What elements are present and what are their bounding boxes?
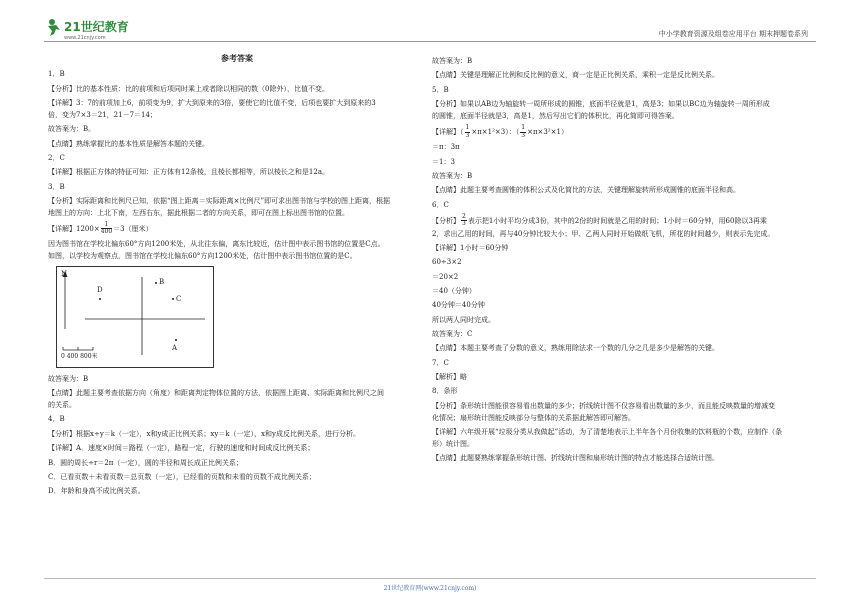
q3-analysis-1: 【分析】实际距离和比例尺已知，依据“图上距离＝实际距离×比例尺”即可求出图书馆与学校的图上距离，根据 xyxy=(48,196,391,205)
q4-option-d: D．年龄和身高不成比例关系。 xyxy=(48,487,145,496)
q4-tip: 【点睛】关键是理解正比例和反比例的意义，商一定是正比例关系，乘积一定是反比例关系。 xyxy=(432,71,719,80)
q3-answer: 3．B xyxy=(48,182,65,191)
q5-answer: 5．B xyxy=(432,85,449,94)
q3-detail-b: ＝3（厘米） xyxy=(113,224,153,233)
header-divider xyxy=(44,41,816,42)
q3-tip-1: 【点睛】此题主要考查依据方向（角度）和距离判定物体位置的方法，依据图上距离、实际距离和比例尺之间 xyxy=(48,389,384,398)
q4-answer: 4．B xyxy=(48,415,65,424)
q6-analysis xyxy=(432,214,810,228)
q5-fraction-1: $\frac{1}{3}$ xyxy=(465,124,470,139)
q5-detail-b: ×π×1²×3）：（ xyxy=(471,128,520,137)
q3-fraction: $\frac{1}{400}$ xyxy=(100,221,113,236)
q3-text-2: 如图，以学校为观察点，图书馆在学校北偏东60°方向1200米处，估计图中表示图书馆位置的是C。 xyxy=(48,252,357,261)
q3-conclusion: 故答案为：B xyxy=(48,374,89,383)
q3-analysis-2: 地图上的方向：上北下南，左西右东，据此根据二者的方向关系，即可在图上标出图书馆的位置。 xyxy=(48,208,349,217)
logo-subtext: www.21cnjy.com xyxy=(64,35,106,41)
q8-analysis-2: 化情况；扇形统计图能反映部分与整体的关系据此解答即可解答。 xyxy=(432,413,635,422)
q5-step-3: ＝1：3 xyxy=(432,157,455,166)
logo-text: 21世纪教育 xyxy=(64,20,129,34)
point-d-label: D xyxy=(97,285,103,294)
q5-fraction-2: $\frac{1}{3}$ xyxy=(521,124,526,139)
q3-detail xyxy=(48,222,426,236)
q3-tip-2: 的关系。 xyxy=(48,401,76,410)
left-column xyxy=(48,52,426,501)
q8-detail-2: 形）统计图。 xyxy=(432,439,474,448)
q5-conclusion: 故答案为：B xyxy=(432,172,473,180)
q6-analysis-b: 表示把1小时平均分成3份，其中的2份的时间就是乙用的时间；1小时＝60分钟，用60除以3再乘 xyxy=(467,216,767,225)
q8-tip: 【点睛】此题要熟练掌握条形统计图、折线统计图和扇形统计图的特点才能选择合适统计图。 xyxy=(432,454,719,463)
q5-step-2: ＝π：3π xyxy=(432,143,460,152)
q6-step-4: 40分钟＝40分钟 xyxy=(432,301,485,310)
q6-analysis-a: 【分析】 xyxy=(432,216,460,225)
q7-answer: 7．C xyxy=(432,358,449,367)
q5-analysis-2: 的圆锥，底面半径就是3，高是1，然后写出它们的体积比，再化简即可得答案。 xyxy=(432,111,679,120)
q5-detail-a: 【详解】（ xyxy=(432,128,464,137)
q7-explanation: 【解析】略 xyxy=(432,373,467,382)
q1-conclusion: 故答案为：B。 xyxy=(48,125,96,134)
q4-option-c: C．已看页数＋未看页数＝总页数（一定），已经看的页数和未看的页数不成比例关系； xyxy=(48,472,316,481)
site-logo xyxy=(44,16,134,42)
q4-conclusion: 故答案为：B xyxy=(432,57,473,65)
q8-answer: 8．条形 xyxy=(432,387,458,396)
point-a-label: A xyxy=(172,343,178,352)
q8-analysis-1: 【分析】条形统计图能很容易看出数量的多少；折线统计图不仅容易看出数量的多少，而且能反映数量的增减变 xyxy=(432,401,775,410)
q2-detail: 【详解】根据正方体的特征可知：正方体有12条棱，且棱长都相等，所以棱长之和是12a。 xyxy=(48,168,329,177)
q5-tip: 【点睛】此题主要考查圆锥的体积公式及化简比的方法，关键理解旋转所形成圆锥的底面半径和高。 xyxy=(432,186,740,195)
q1-detail-2: 倍，变为7×3＝21，21－7＝14； xyxy=(48,110,157,119)
q6-step-5: 所以两人同时完成。 xyxy=(432,315,495,324)
right-column xyxy=(432,56,810,467)
page-title: 参考答案 xyxy=(221,53,253,63)
q6-analysis-2: 2，求出乙用的时间，再与40分钟比较大小；甲、乙两人同时开始做纸飞机，所花的时间越少，则表示先完成。 xyxy=(432,229,775,238)
q2-answer: 2．C xyxy=(48,153,65,162)
north-label: N xyxy=(61,269,68,278)
q8-detail-1: 【详解】六年级开展“垃圾分类从我做起”活动，为了清楚地表示上半年各个月份收集的饮料瓶的个数，应制作（条 xyxy=(432,427,783,436)
q1-detail-1: 【详解】3：7的前项加上6，前项变为9，扩大到原来的3倍，要使它的比值不变，后项也要扩大到原来的3 xyxy=(48,99,376,108)
footer-divider xyxy=(44,578,816,579)
q1-answer: 1．B xyxy=(48,70,65,79)
scale-label: 0 400 800米 xyxy=(61,352,98,360)
point-c-label: C xyxy=(176,294,182,303)
q6-answer: 6．C xyxy=(432,200,449,209)
q1-analysis: 【分析】比的基本性质：比的前项和后项同时乘上或者除以相同的数（0除外），比值不变。 xyxy=(48,84,329,93)
q4-detail: 【详解】A．速度×时间＝路程（一定），路程一定，行驶的速度和时间成反比例关系； xyxy=(48,444,315,453)
map-figure xyxy=(56,266,214,368)
q6-step-2: ＝20×2 xyxy=(432,272,459,281)
header-right-text: 中小学教育资源及组卷应用平台 期末押题卷系列 xyxy=(658,30,808,38)
footer-text: 21世纪教育网(www.21cnjy.com) xyxy=(383,585,477,592)
point-b-label: B xyxy=(159,277,165,286)
q6-step-1: 60÷3×2 xyxy=(432,258,462,267)
q6-conclusion: 故答案为：C xyxy=(432,330,473,339)
q5-analysis-1: 【分析】如果以AB边为轴旋转一周所形成的圆锥，底面半径就是1，高是3；如果以BC边为轴旋转一周所形成 xyxy=(432,100,770,109)
q4-option-b: B．圆的周长÷r＝2π（一定），圆的半径和周长成正比例关系； xyxy=(48,458,243,467)
q4-analysis: 【分析】根据x÷y＝k（一定），x和y成正比例关系；xy＝k（一定），x和y成反比例关系，进行分析。 xyxy=(48,429,360,438)
q5-detail xyxy=(432,125,810,139)
q6-tip: 【点睛】本题主要考查了分数的意义，熟练用除法求一个数的几分之几是多少是解答的关键。 xyxy=(432,344,719,353)
q3-text-1: 因为图书馆在学校北偏东60°方向1200米处，从北往东偏，离东比较近，估计图中表示图书馆的位置是C点。 xyxy=(48,240,385,249)
q5-detail-c: ×π×3²×1） xyxy=(527,128,568,137)
q6-step-3: ＝40（分钟） xyxy=(432,287,476,295)
q3-detail-a: 【详解】1200× xyxy=(48,224,100,233)
q1-tip: 【点睛】熟练掌握比的基本性质是解答本题的关键。 xyxy=(48,139,209,148)
q6-detail: 【详解】1小时＝60分钟 xyxy=(432,243,509,252)
q6-fraction: $\frac{2}{3}$ xyxy=(462,213,466,228)
